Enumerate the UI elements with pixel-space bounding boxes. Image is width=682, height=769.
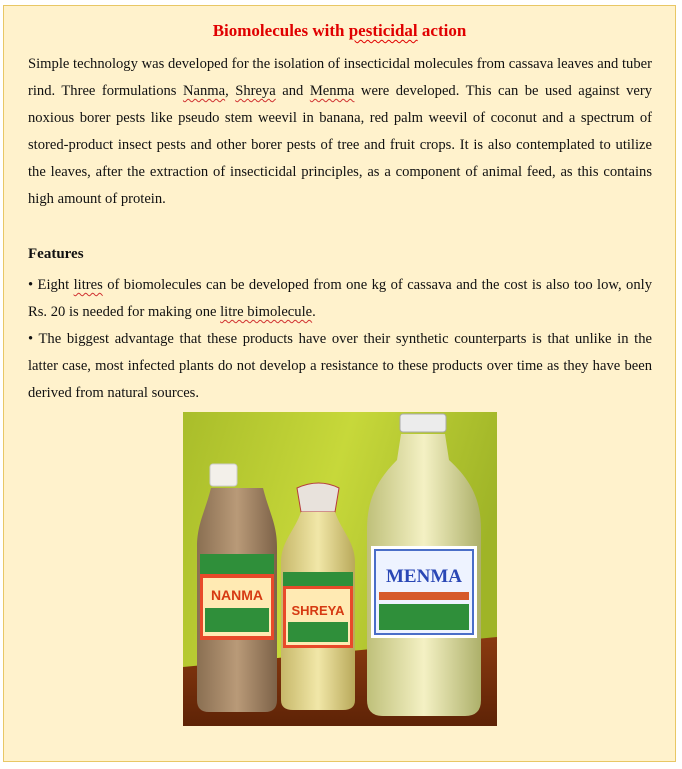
- svg-text:NANMA: NANMA: [210, 587, 264, 603]
- page-title: Biomolecules with pesticidal action: [212, 21, 467, 40]
- svg-text:MENMA: MENMA: [386, 566, 462, 587]
- feature-bullet: • Eight litres of biomolecules can be developed from one kg of cassava and the cost is also too low, only Rs. 20 is needed for making one litre bimolecule.: [28, 277, 653, 320]
- feature-bullet: • The biggest advantage that these products have over their synthetic counterparts is that unlike in the latter case, most infected plants do not develop a resistance to these products over time as they have been derived from natural sources.: [28, 331, 652, 401]
- intro-paragraph: Simple technology was developed for the isolation of insecticidal molecules from cassava leaves and tuber rind. Three formulations Nanma, Shreya and Menma were developed. This can be used against very noxious borer pests like pseudo stem weevil in banana, red palm weevil of coconut and a spectrum of stored-product insect pests and other borer pests of tree and fruit crops. It is also contemplated to utilize the leaves, after the extraction of insecticidal principles, as a component of animal feed, as this contains high amount of protein.: [28, 56, 652, 207]
- features-heading: Features: [28, 246, 84, 262]
- svg-text:SHREYA: SHREYA: [291, 603, 345, 618]
- nanma-bottle: [197, 464, 277, 712]
- product-photo: [183, 412, 497, 726]
- content-card: [3, 5, 676, 762]
